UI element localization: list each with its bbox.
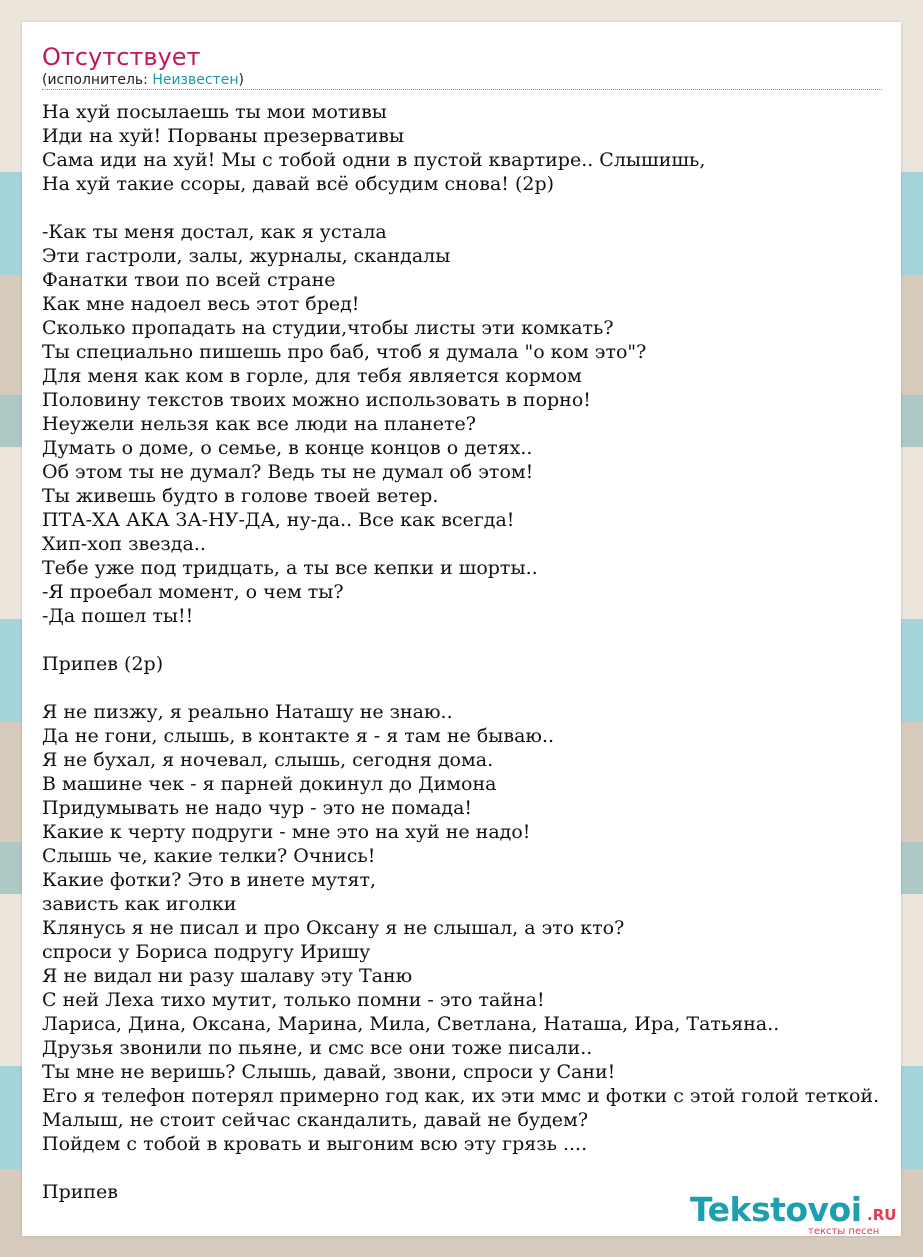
lyrics-line: Хип-хоп звезда.. (42, 533, 206, 555)
lyrics-line: С ней Леха тихо мутит, только помни - это тайна! (42, 989, 545, 1011)
lyrics-line: Фанатки твои по всей стране (42, 269, 336, 291)
lyrics-line: Тебе уже под тридцать, а ты все кепки и шорты.. (42, 557, 538, 579)
artist-line (42, 71, 244, 89)
lyrics-line: Сколько пропадать на студии,чтобы листы эти комкать? (42, 317, 614, 339)
lyrics-line: -Я проебал момент, о чем ты? (42, 581, 344, 603)
lyrics-line: Об этом ты не думал? Ведь ты не думал об этом! (42, 461, 534, 483)
lyrics-line: Думать о доме, о семье, в конце концов о детях.. (42, 437, 533, 459)
lyrics-line: Друзья звонили по пьяне, и смс все они тоже писали.. (42, 1037, 593, 1059)
lyrics-line: На хуй такие ссоры, давай всё обсудим снова! (2р) (42, 173, 555, 195)
lyrics-line: Пойдем с тобой в кровать и выгоним всю эту грязь .... (42, 1133, 588, 1155)
logo-wordmark: Tekstovoi (690, 1190, 862, 1229)
lyrics-line: Припев (2р) (42, 653, 164, 675)
logo-tld: .RU (867, 1206, 897, 1224)
artist-suffix: ) (238, 72, 244, 88)
lyrics-line: В машине чек - я парней докинул до Димона (42, 773, 497, 795)
artist-link[interactable]: Неизвестен (152, 72, 239, 88)
lyrics-blank-line (42, 628, 879, 652)
lyrics-line: Иди на хуй! Порваны презервативы (42, 125, 405, 147)
lyrics-line: Я не видал ни разу шалаву эту Таню (42, 965, 413, 987)
lyrics-line: Его я телефон потерял примерно год как, их эти ммс и фотки с этой голой теткой. (42, 1085, 880, 1107)
lyrics-line: Половину текстов твоих можно использовать в порно! (42, 389, 591, 411)
lyrics-line: Какие к черту подруги - мне это на хуй не надо! (42, 821, 531, 843)
lyrics-line: Слышь че, какие телки? Очнись! (42, 845, 376, 867)
song-title: Отсутствует (42, 43, 201, 71)
lyrics-line: На хуй посылаешь ты мои мотивы (42, 101, 387, 123)
lyrics-line: -Как ты меня достал, как я устала (42, 221, 387, 243)
lyrics-line: Какие фотки? Это в инете мутят, (42, 869, 377, 891)
lyrics-line: Для меня как ком в горле, для тебя является кормом (42, 365, 582, 387)
site-logo[interactable] (690, 1190, 895, 1238)
lyrics-blank-line (42, 196, 879, 220)
lyrics-line: Ты живешь будто в голове твоей ветер. (42, 485, 439, 507)
lyrics-line: Я не пизжу, я реально Наташу не знаю.. (42, 701, 453, 723)
title-divider (42, 89, 882, 90)
lyrics-line: ПТА-ХА АКА ЗА-НУ-ДА, ну-да.. Все как всегда! (42, 509, 515, 531)
lyrics-line: Как мне надоел весь этот бред! (42, 293, 360, 315)
lyrics-line: Эти гастроли, залы, журналы, скандалы (42, 245, 451, 267)
lyrics-line: спроси у Бориса подругу Иришу (42, 941, 371, 963)
lyrics-line: Да не гони, слышь, в контакте я - я там не бываю.. (42, 725, 555, 747)
lyrics-line: Придумывать не надо чур - это не помада! (42, 797, 473, 819)
lyrics-blank-line (42, 676, 879, 700)
lyrics-blank-line (42, 1156, 879, 1180)
lyrics-line: Ты мне не веришь? Слышь, давай, звони, спроси у Сани! (42, 1061, 616, 1083)
lyrics-card (22, 22, 901, 1236)
lyrics-line: Клянусь я не писал и про Оксану я не слышал, а это кто? (42, 917, 625, 939)
artist-prefix: (исполнитель: (42, 72, 153, 88)
logo-tagline: тексты песен (808, 1226, 880, 1237)
lyrics-line: Неужели нельзя как все люди на планете? (42, 413, 476, 435)
lyrics-line: Сама иди на хуй! Мы с тобой одни в пустой квартире.. Слышишь, (42, 149, 706, 171)
lyrics-line: Малыш, не стоит сейчас скандалить, давай не будем? (42, 1109, 589, 1131)
lyrics-line: Припев (42, 1181, 118, 1203)
lyrics-line: Ты специально пишешь про баб, чтоб я думала "о ком это"? (42, 341, 647, 363)
lyrics-line: зависть как иголки (42, 893, 237, 915)
lyrics-line: Лариса, Дина, Оксана, Марина, Мила, Светлана, Наташа, Ира, Татьяна.. (42, 1013, 780, 1035)
lyrics-line: -Да пошел ты!! (42, 605, 194, 627)
lyrics-text (42, 100, 879, 1204)
lyrics-line: Я не бухал, я ночевал, слышь, сегодня дома. (42, 749, 494, 771)
